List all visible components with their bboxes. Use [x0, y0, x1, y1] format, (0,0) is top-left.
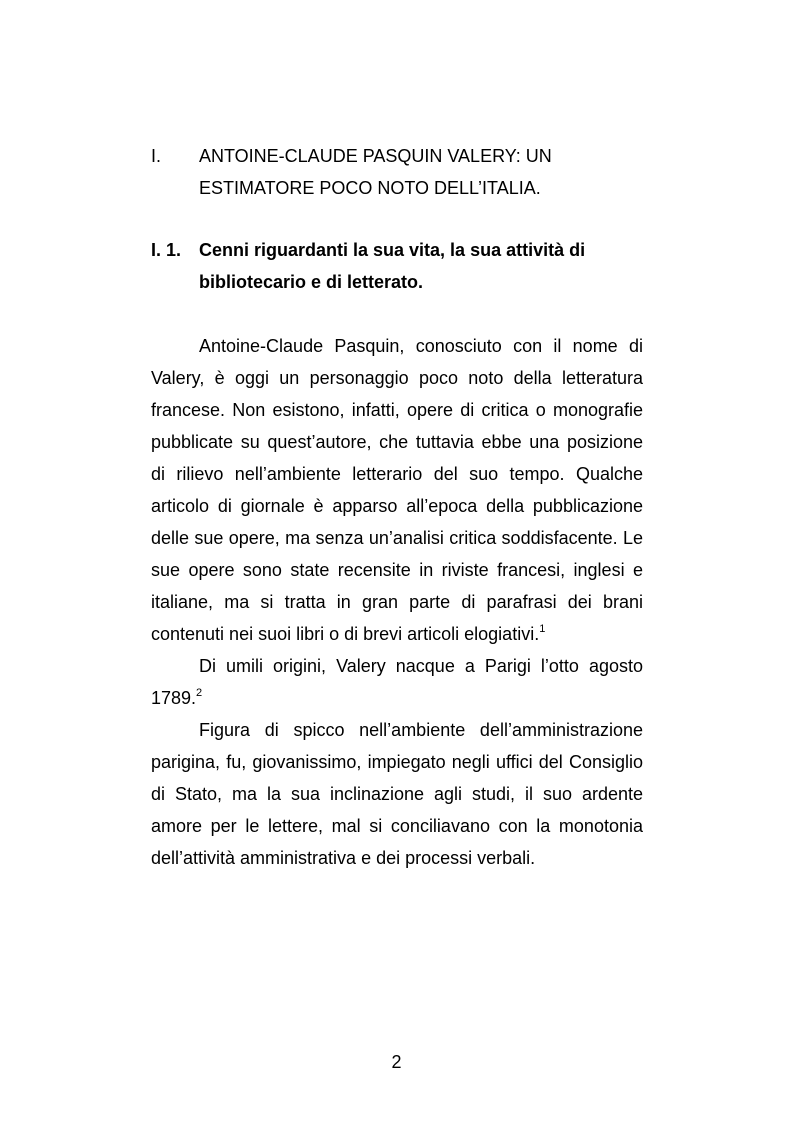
paragraph-text: Antoine-Claude Pasquin, conosciuto con il nome di Valery, è oggi un personaggio poco noto della letteratura francese. Non esistono, infatti, opere di critica o monografie pubblicate su quest’autore, che tuttavia ebbe una posizione di rilievo nell’ambiente letterario del suo tempo. Qualche articolo di giornale è apparso all’epoca della pubblicazione delle sue opere, ma senza un’analisi critica soddisfacente. Le sue opere sono state recensite in riviste francesi, inglesi e italiane, ma si tratta in gran parte di parafrasi dei brani contenuti nei suoi libri o di brevi articoli elogiativi. — [151, 336, 643, 644]
page-content — [151, 140, 643, 874]
body-paragraph-1 — [151, 330, 643, 650]
body-paragraph-3 — [151, 714, 643, 874]
paragraph-text: Di umili origini, Valery nacque a Parigi l’otto agosto 1789. — [151, 656, 643, 708]
paragraph-text: Figura di spicco nell’ambiente dell’amministrazione parigina, fu, giovanissimo, impiegato negli uffici del Consiglio di Stato, ma la sua inclinazione agli studi, il suo ardente amore per le lettere, mal si conciliavano con la monotonia dell’attività amministrativa e dei processi verbali. — [151, 720, 643, 868]
chapter-number: I. — [151, 146, 162, 166]
chapter-title: ANTOINE-CLAUDE PASQUIN VALERY: UN ESTIMATORE POCO NOTO DELL’ITALIA. — [199, 146, 552, 198]
page-number: 2 — [391, 1052, 402, 1072]
section-title: Cenni riguardanti la sua vita, la sua attività di bibliotecario e di letterato. — [199, 240, 586, 292]
section-heading — [151, 234, 643, 298]
body-paragraph-2 — [151, 650, 643, 714]
section-number: I. 1. — [151, 240, 182, 260]
footnote-reference-1[interactable]: 1 — [539, 623, 546, 635]
footnote-reference-2[interactable]: 2 — [196, 687, 203, 699]
chapter-heading — [151, 140, 643, 204]
